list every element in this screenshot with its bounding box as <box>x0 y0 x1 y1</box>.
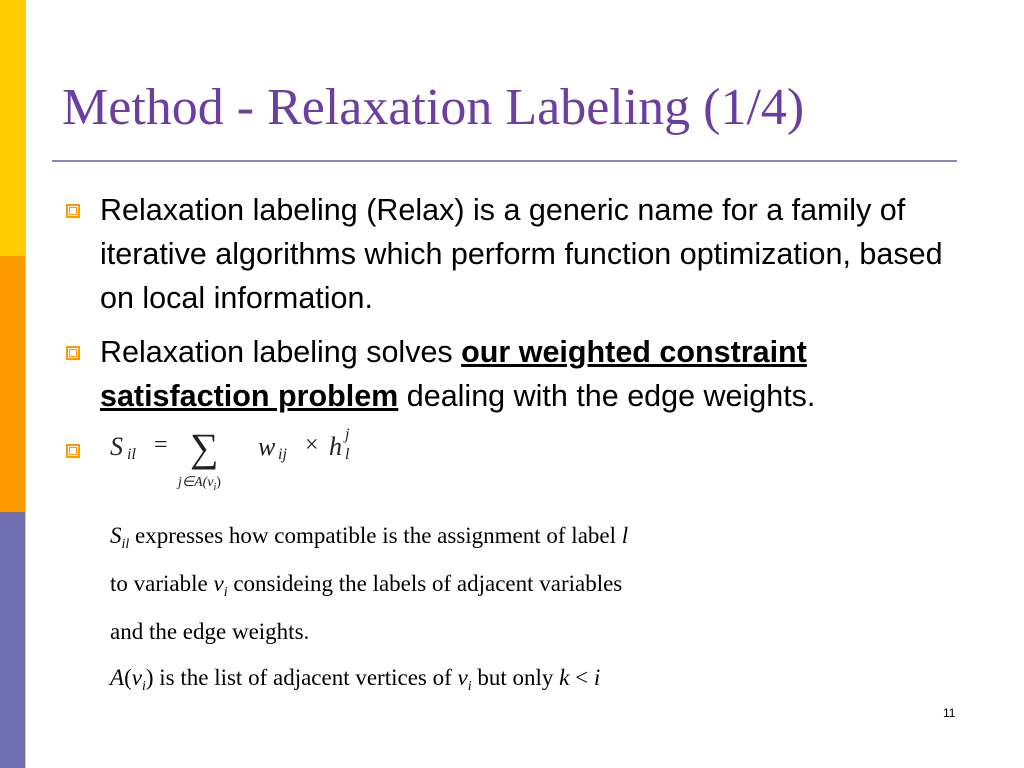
bullet-square-icon <box>66 346 80 360</box>
accent-bar-edge <box>25 0 26 768</box>
emphasis-text: our weighted constraint satisfaction problem <box>100 335 807 413</box>
note-line-1: $S_{il}$ expresses how compatible is the assignment of label l <box>110 523 629 552</box>
bullet-1-text: Relaxation labeling (Relax) is a generic name for a family of iterative algorithms which perform function optimization, based on local information. <box>100 193 943 315</box>
note-line-3: and the edge weights. <box>110 619 310 644</box>
note-line-2: to variable $v_i$ consideing the labels of adjacent variables <box>110 571 623 600</box>
accent-bar-orange <box>0 256 25 512</box>
slide-title: Method - Relaxation Labeling (1/4) <box>62 79 805 136</box>
bullet-square-icon <box>66 444 80 458</box>
accent-bar-yellow <box>0 0 25 256</box>
bullet-square-icon <box>66 204 80 218</box>
title-underline <box>52 160 957 162</box>
note-line-4: $A(v_i)$ is the list of adjacent vertices of $v_i$ but only k < i <box>110 665 601 694</box>
bullet-2-text: Relaxation labeling solves our weighted constraint satisfaction problem dealing with the edge weights. <box>100 335 816 413</box>
page-number: 11 <box>943 706 956 720</box>
accent-bar-purple <box>0 512 25 768</box>
